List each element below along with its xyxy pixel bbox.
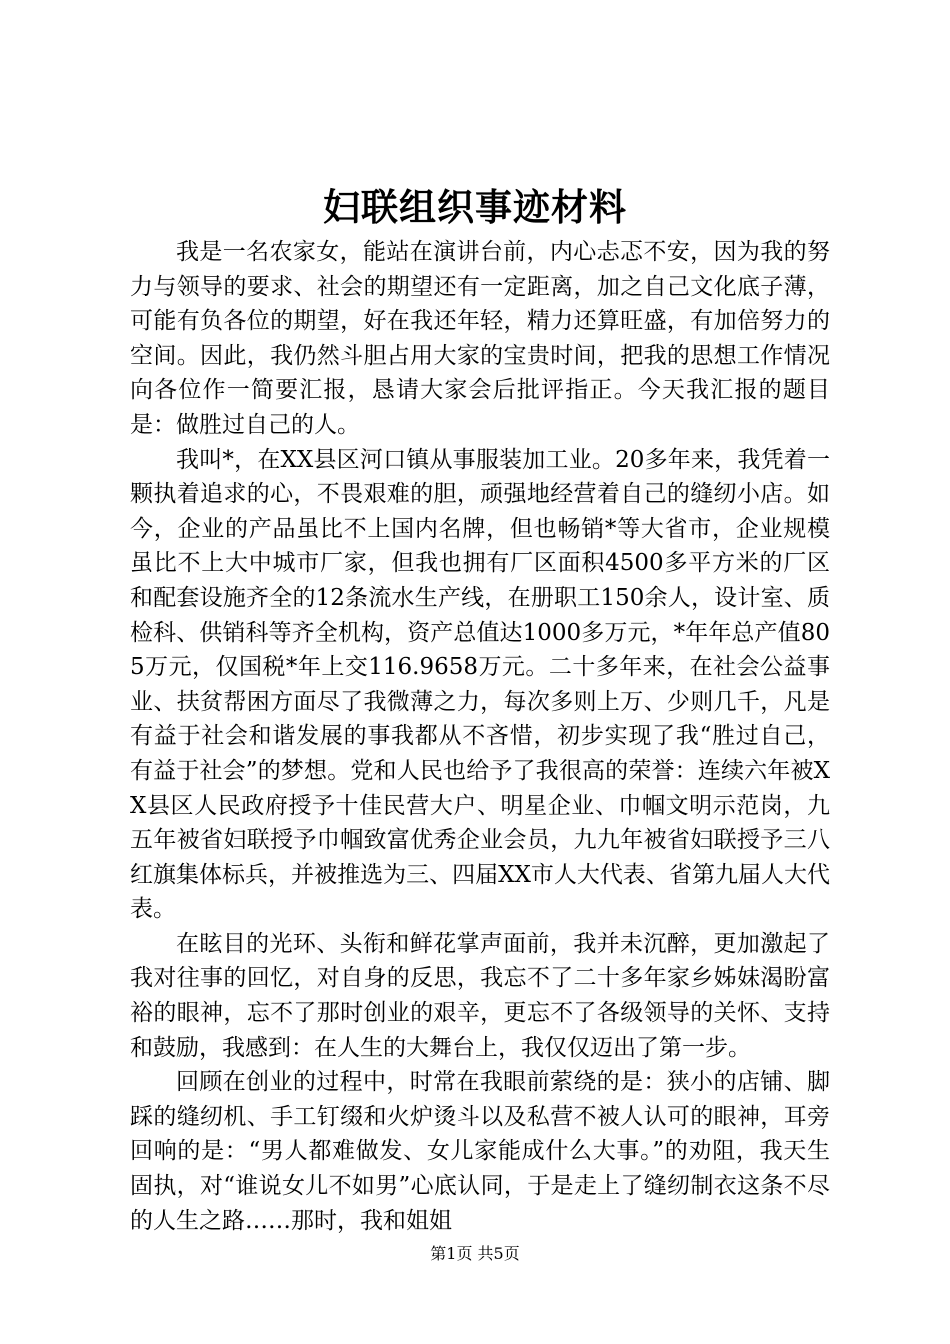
document-title: 妇联组织事迹材料 [323,185,627,229]
paragraph-reflection: 在眩目的光环、头衔和鲜花掌声面前，我并未沉醉，更加激起了我对往事的回忆，对自身的反思，我忘不了二十多年家乡姊妹渴盼富裕的眼神，忘不了那时创业的艰辛，更忘不了各级领导的关怀、支持和鼓励，我感到：在人生的大舞台上，我仅仅迈出了第一步。 [130,930,830,1061]
page-footer: 第1页 共5页 [430,1244,520,1263]
paragraph-achievements: 我叫*，在XX县区河口镇从事服装加工业。20多年来，我凭着一颗执着追求的心，不畏艰难的胆，顽强地经营着自己的缝纫小店。如今，企业的产品虽比不上国内名牌，但也畅销*等大省市，企业规模虽比不上大中城市厂家，但我也拥有厂区面积4500多平方米的厂区和配套设施齐全的12条流水生产线，在册职工150余人，设计室、质检科、供销科等齐全机构，资产总值达1000多万元，*年年总产值805万元，仅国税*年上交116.9658万元。二十多年来，在社会公益事业、扶贫帮困方面尽了我微薄之力，每次多则上万、少则几千，凡是有益于社会和谐发展的事我都从不吝惜，初步实现了我“胜过自己，有益于社会”的梦想。党和人民也给予了我很高的荣誉：连续六年被XX县区人民政府授予十佳民营大户、明星企业、巾帼文明示范岗，九五年被省妇联授予巾帼致富优秀企业会员，九九年被省妇联授予三八红旗集体标兵，并被推选为三、四届XX市人大代表、省第九届人大代表。 [130,446,830,923]
document-body [130,235,830,1238]
paragraph-history: 回顾在创业的过程中，时常在我眼前萦绕的是：狭小的店铺、脚踩的缝纫机、手工钉缀和火炉烫斗以及私营不被人认可的眼神，耳旁回响的是：“男人都难做发、女儿家能成什么大事。”的劝阻，我天生固执，对“谁说女儿不如男”心底认同，于是走上了缝纫制衣这条不尽的人生之路……那时，我和姐姐 [130,1069,830,1234]
paragraph-intro: 我是一名农家女，能站在演讲台前，内心忐忑不安，因为我的努力与领导的要求、社会的期望还有一定距离，加之自己文化底子薄，可能有负各位的期望，好在我还年轻，精力还算旺盛，有加倍努力的空间。因此，我仍然斗胆占用大家的宝贵时间，把我的思想工作情况向各位作一简要汇报，恳请大家会后批评指正。今天我汇报的题目是：做胜过自己的人。 [130,239,830,438]
